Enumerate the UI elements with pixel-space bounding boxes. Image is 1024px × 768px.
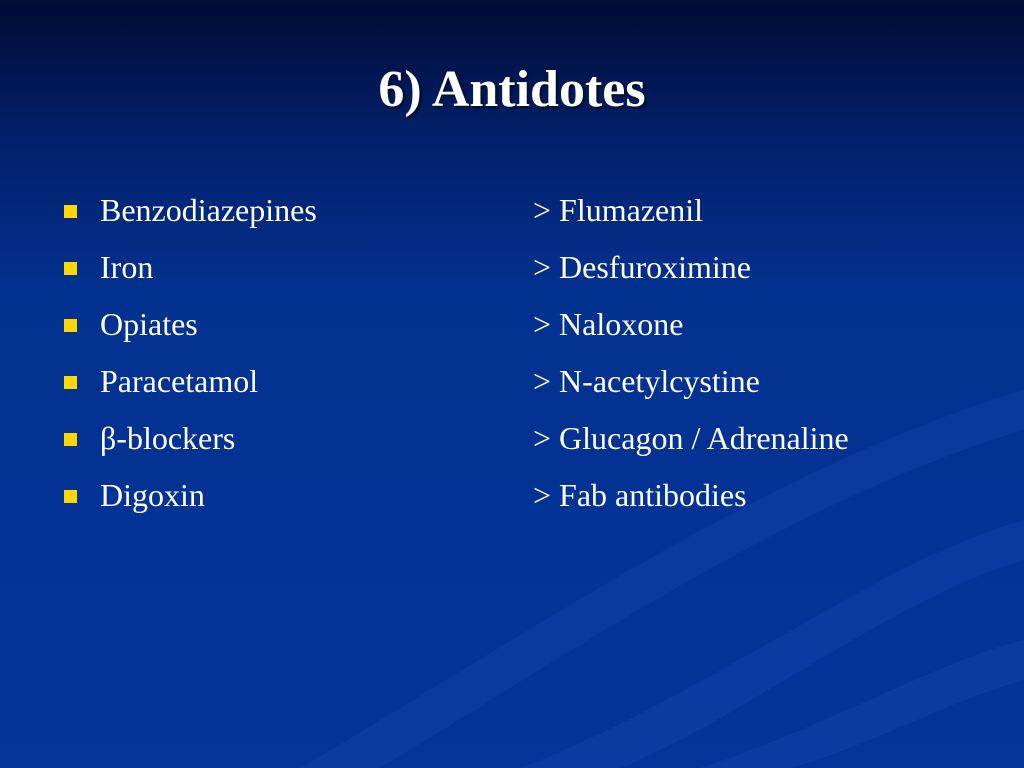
antidote-label: > Flumazenil [533, 192, 704, 228]
substance-label: Digoxin [100, 477, 205, 513]
square-bullet-icon [64, 376, 77, 389]
antidote-label: > N-acetylcystine [533, 363, 760, 399]
antidote-label: > Naloxone [533, 306, 684, 342]
substance-label: β-blockers [100, 420, 236, 456]
substance-label: Benzodiazepines [100, 192, 317, 228]
substance-label: Paracetamol [100, 363, 259, 399]
square-bullet-icon [64, 262, 77, 275]
square-bullet-icon [64, 319, 77, 332]
square-bullet-icon [64, 433, 77, 446]
list-item [0, 416, 1024, 473]
list-item [0, 188, 1024, 245]
antidote-label: > Desfuroximine [533, 249, 751, 285]
page-title: 6) Antidotes [378, 61, 646, 118]
substance-label: Opiates [100, 306, 198, 342]
list-item [0, 473, 1024, 530]
square-bullet-icon [64, 490, 77, 503]
antidote-label: > Glucagon / Adrenaline [533, 420, 849, 456]
antidote-list [0, 188, 1024, 530]
substance-label: Iron [100, 249, 154, 285]
list-item [0, 359, 1024, 416]
list-item [0, 245, 1024, 302]
square-bullet-icon [64, 205, 77, 218]
list-item [0, 302, 1024, 359]
antidote-label: > Fab antibodies [533, 477, 747, 513]
